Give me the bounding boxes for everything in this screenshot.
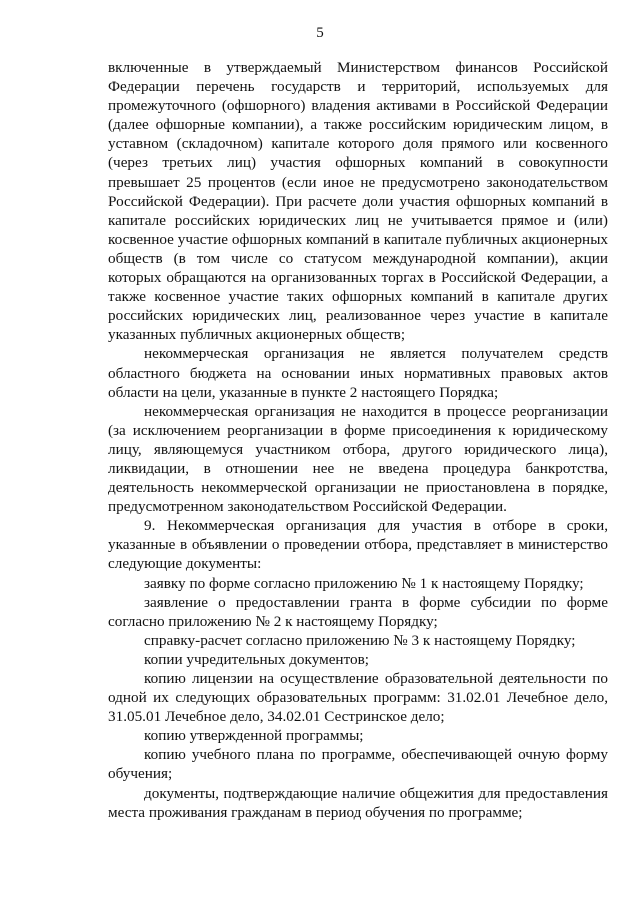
list-item: документы, подтверждающие наличие общежития для предоставления места проживания гражданам в период обучения по программе; [108, 784, 608, 821]
paragraph: некоммерческая организация не является получателем средств областного бюджета на основании иных нормативных правовых актов области на цели, указанные в пункте 2 настоящего Порядка; [108, 345, 608, 401]
paragraph: некоммерческая организация не находится в процессе реорганизации (за исключением реорганизации в форме присоединения к юридическому лицу, являющемуся участником отбора, другого юридического лица), ликвидации, в отношении нее не введена процедура банкротства, деятельность некоммерческой организации не приостановлена в порядке, предусмотренном законодательством Российской Федерации. [108, 402, 608, 516]
document-body [108, 58, 608, 822]
list-item: копию лицензии на осуществление образовательной деятельности по одной их следующих образовательных программ: 31.02.01 Лечебное дело, 31.05.01 Лечебное дело, 34.02.01 Сестринское дело; [108, 670, 608, 726]
list-item: заявку по форме согласно приложению № 1 к настоящему Порядку; [144, 574, 584, 592]
paragraph-clause-9: 9. Некоммерческая организация для участия в отборе в сроки, указанные в объявлении о проведении отбора, представляет в министерство следующие документы: [108, 517, 608, 573]
paragraph-continuation: включенные в утверждаемый Министерством финансов Российской Федерации перечень государств и территорий, используемых для промежуточного (офшорного) владения активами в Российской Федерации (далее офшорные компании), а также российским юридическим лицом, в уставном (складочном) капитале которого доля прямого или косвенного (через третьих лиц) участия офшорных компаний в совокупности превышает 25 процентов (если иное не предусмотрено законодательством Российской Федерации). При расчете доли участия офшорных компаний в капитале российских юридических лиц не учитывается прямое и (или) косвенное участие офшорных компаний в капитале публичных акционерных обществ (в том числе со статусом международной компании), акции которых обращаются на организованных торгах в Российской Федерации, а также косвенное участие таких офшорных компаний в капитале других российских юридических лиц, реализованное через участие в капитале указанных публичных акционерных обществ; [108, 59, 608, 344]
list-item: заявление о предоставлении гранта в форме субсидии по форме согласно приложению № 2 к настоящему Порядку; [108, 593, 608, 630]
page-number: 5 [316, 25, 324, 41]
list-item: копию утвержденной программы; [144, 727, 364, 745]
list-item: копии учредительных документов; [144, 650, 369, 668]
list-item: копию учебного плана по программе, обеспечивающей очную форму обучения; [108, 746, 608, 783]
list-item: справку-расчет согласно приложению № 3 к настоящему Порядку; [144, 631, 576, 649]
